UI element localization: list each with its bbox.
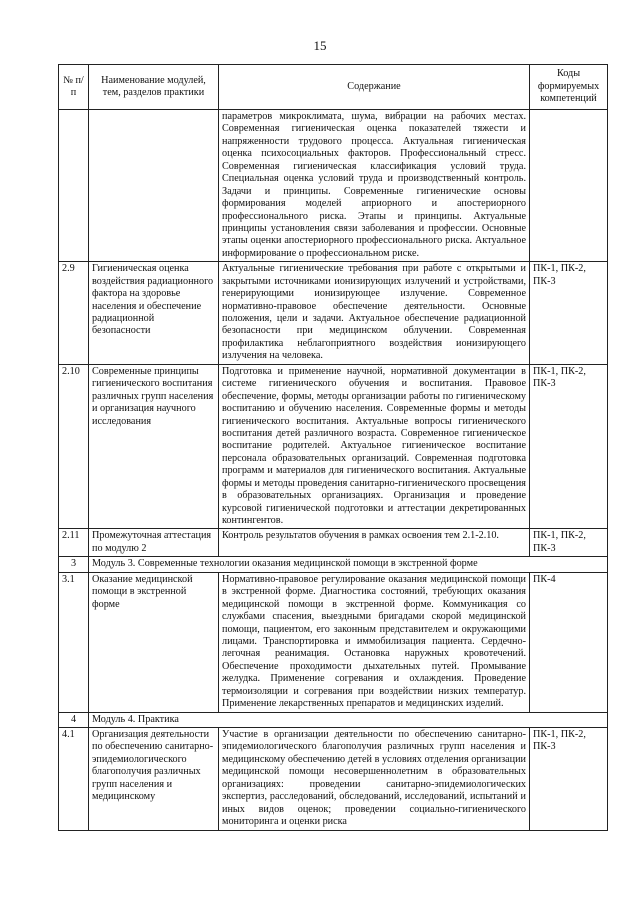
row-name: Организация деятельности по обеспечению санитарно-эпидемиологического благополучия различных групп населения и медицинскому: [89, 728, 219, 831]
module-row: [59, 712, 608, 727]
row-num: 2.9: [59, 262, 89, 365]
header-content: Содержание: [219, 65, 530, 110]
row-codes: ПК-4: [530, 572, 608, 712]
header-codes: Коды формируемых компетенций: [530, 65, 608, 110]
module-title: Модуль 4. Практика: [89, 712, 608, 727]
table-row: [59, 364, 608, 529]
module-row: [59, 557, 608, 572]
table-row: [59, 529, 608, 557]
header-num: № п/п: [59, 65, 89, 110]
row-num: 2.10: [59, 364, 89, 529]
row-name: Гигиеническая оценка воздействия радиационного фактора на здоровье населения и обеспечение радиационной безопасности: [89, 262, 219, 365]
table-row: [59, 110, 608, 262]
curriculum-table: [58, 64, 608, 831]
row-codes: [530, 110, 608, 262]
row-codes: ПК-1, ПК-2, ПК-3: [530, 529, 608, 557]
row-content: Актуальные гигиенические требования при работе с открытыми и закрытыми источниками ионизирующих излучений и устройствами, генерирующими ионизирующее излучение. Современное нормативно-правовое обеспечение деятельности. Основные положения, цели и задачи. Актуальное обеспечение радиационной безопасности при медицинском облучении. Современная профилактика неблагоприятного воздействия ионизирующего излучения на человека.: [219, 262, 530, 365]
row-content: параметров микроклимата, шума, вибрации на рабочих местах. Современная гигиеническая оценка показателей тяжести и напряженности трудового процесса. Актуальная гигиеническая оценка психосоциальных факторов. Профессиональный стресс. Современная гигиеническая классификация условий труда. Специальная оценка условий труда и производственный контроль. Задачи и принципы. Современные гигиенические основы формирования моделей априорного и апостериорного профессионального риска. Этапы и принципы. Актуальные принципы установления связи заболевания и профессии. Основные этапы оценки апостериорного профессионального риска. Актуальное информирование о профессиональном риске.: [219, 110, 530, 262]
module-num: 4: [59, 712, 89, 727]
row-name: Промежуточная аттестация по модулю 2: [89, 529, 219, 557]
row-name: Современные принципы гигиенического воспитания различных групп населения и организация научного исследования: [89, 364, 219, 529]
row-codes: ПК-1, ПК-2, ПК-3: [530, 728, 608, 831]
row-content: Участие в организации деятельности по обеспечению санитарно-эпидемиологического благополучия различных групп населения и медицинскому обеспечению детей в условиях отделения организации медицинской помощи несовершеннолетним в образовательных организациях: проведении санитарно-эпидемиологических экспертиз, расследований, обследований, исследований, испытаний и иных видов оценок; проведении социально-гигиенического мониторинга и оценки риска: [219, 728, 530, 831]
module-title: Модуль 3. Современные технологии оказания медицинской помощи в экстренной форме: [89, 557, 608, 572]
row-num: 2.11: [59, 529, 89, 557]
row-num: 3.1: [59, 572, 89, 712]
row-content: Подготовка и применение научной, нормативной документации в системе гигиенического обучения и воспитания. Правовое обеспечение, формы, методы организации работы по гигиеническому воспитанию и обучению населения. Современные формы и методы гигиенического воспитания. Актуальные вопросы гигиенического воспитания детей различного возраста. Современное гигиеническое воспитание родителей. Актуальное гигиеническое воспитание персонала образовательных организаций. Современная подготовка программ и материалов для гигиенического воспитания. Актуальные формы и методы проведения санитарно-гигиенического просвещения в образовательных организациях. Организация и проведение курсовой гигиенической подготовки и аттестации декретированных контингентов.: [219, 364, 530, 529]
page-number: 15: [313, 38, 327, 53]
row-content: Нормативно-правовое регулирование оказания медицинской помощи в экстренной форме. Диагностика состояний, требующих оказания медицинской помощи в экстренной форме. Коммуникация со службами спасения, выездными бригадами скорой медицинской помощи, пациентом, его законным представителем и окружающими лицами. Транспортировка и иммобилизация пациента. Сердечно-легочная реанимация. Остановка наружных кровотечений. Обеспечение проходимости дыхательных путей. Промывание желудка. Применение согревания и охлаждения. Проведение термоизоляции и согревания при воздействии низких температур. Применение лекарственных препаратов и медицинских изделий.: [219, 572, 530, 712]
table-row: [59, 572, 608, 712]
row-codes: ПК-1, ПК-2, ПК-3: [530, 262, 608, 365]
row-name: [89, 110, 219, 262]
row-name: Оказание медицинской помощи в экстренной форме: [89, 572, 219, 712]
row-num: [59, 110, 89, 262]
table-row: [59, 262, 608, 365]
table-row: [59, 728, 608, 831]
header-name: Наименование модулей, тем, разделов практики: [89, 65, 219, 110]
row-content: Контроль результатов обучения в рамках освоения тем 2.1-2.10.: [219, 529, 530, 557]
table-header-row: [59, 65, 608, 110]
row-num: 4.1: [59, 728, 89, 831]
module-num: 3: [59, 557, 89, 572]
row-codes: ПК-1, ПК-2, ПК-3: [530, 364, 608, 529]
